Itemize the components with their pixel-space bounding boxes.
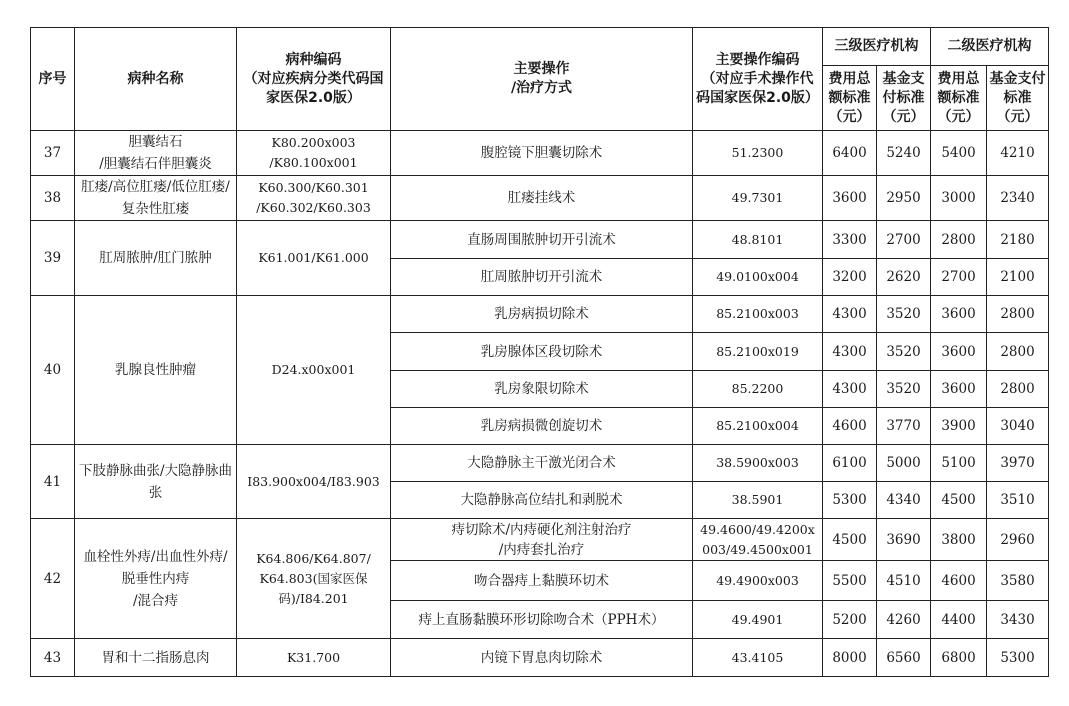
cell-tier2-fund: 2800 — [987, 333, 1049, 371]
header-tier2: 二级医疗机构 — [931, 28, 1049, 66]
header-tier3: 三级医疗机构 — [823, 28, 931, 66]
cell-operation: 肛周脓肿切开引流术 — [391, 259, 693, 296]
cell-disease-name: 下肢静脉曲张/大隐静脉曲张 — [75, 445, 237, 519]
cell-tier3-total: 8000 — [823, 639, 877, 677]
cell-op-code: 85.2100x004 — [693, 408, 823, 445]
cell-tier2-total: 2800 — [931, 221, 987, 259]
header-tier3-fund: 基金支付标准（元） — [877, 66, 931, 131]
cell-seq: 37 — [31, 131, 75, 176]
cell-tier3-fund: 5240 — [877, 131, 931, 176]
cell-tier2-fund: 2340 — [987, 176, 1049, 221]
cell-tier2-fund: 2800 — [987, 296, 1049, 333]
table-row — [31, 176, 1049, 221]
cell-op-code: 51.2300 — [693, 131, 823, 176]
cell-op-code: 49.7301 — [693, 176, 823, 221]
cell-op-code: 49.4600/49.4200x 003/49.4500x001 — [693, 519, 823, 561]
cell-operation: 大隐静脉高位结扎和剥脱术 — [391, 482, 693, 519]
table-row — [31, 221, 1049, 259]
cell-operation: 乳房病损微创旋切术 — [391, 408, 693, 445]
cell-disease-name: 肛周脓肿/肛门脓肿 — [75, 221, 237, 296]
cell-operation: 乳房象限切除术 — [391, 371, 693, 408]
header-tier2-total: 费用总额标准（元） — [931, 66, 987, 131]
cell-tier3-total: 4600 — [823, 408, 877, 445]
cell-tier3-fund: 2700 — [877, 221, 931, 259]
cell-disease-name: 胃和十二指肠息肉 — [75, 639, 237, 677]
cell-seq: 39 — [31, 221, 75, 296]
cell-tier3-fund: 5000 — [877, 445, 931, 482]
cell-tier3-fund: 4260 — [877, 601, 931, 639]
cell-tier2-total: 3600 — [931, 333, 987, 371]
cell-tier2-total: 2700 — [931, 259, 987, 296]
cell-tier3-fund: 4340 — [877, 482, 931, 519]
cell-tier2-fund: 2180 — [987, 221, 1049, 259]
cell-tier2-total: 3600 — [931, 296, 987, 333]
cell-seq: 41 — [31, 445, 75, 519]
cell-op-code: 49.4900x003 — [693, 561, 823, 601]
cell-operation: 内镜下胃息肉切除术 — [391, 639, 693, 677]
fee-standard-table — [30, 27, 1049, 677]
cell-tier2-fund: 5300 — [987, 639, 1049, 677]
header-disease-name: 病种名称 — [75, 28, 237, 131]
cell-tier2-total: 4500 — [931, 482, 987, 519]
cell-seq: 43 — [31, 639, 75, 677]
cell-disease-code: K61.001/K61.000 — [237, 221, 391, 296]
cell-disease-name: 乳腺良性肿瘤 — [75, 296, 237, 445]
cell-operation: 大隐静脉主干激光闭合术 — [391, 445, 693, 482]
cell-tier3-fund: 3520 — [877, 296, 931, 333]
cell-tier3-fund: 6560 — [877, 639, 931, 677]
table-row — [31, 445, 1049, 482]
cell-tier2-fund: 3970 — [987, 445, 1049, 482]
cell-op-code: 85.2200 — [693, 371, 823, 408]
cell-tier3-fund: 3520 — [877, 333, 931, 371]
cell-tier3-fund: 2620 — [877, 259, 931, 296]
table-body — [31, 131, 1049, 677]
cell-tier2-fund: 4210 — [987, 131, 1049, 176]
cell-disease-code: K64.806/K64.807/ K64.803(国家医保码)/I84.201 — [237, 519, 391, 639]
header-tier2-fund: 基金支付标准（元） — [987, 66, 1049, 131]
cell-disease-name: 肛瘘/高位肛瘘/低位肛瘘/复杂性肛瘘 — [75, 176, 237, 221]
header-tier3-total: 费用总额标准（元） — [823, 66, 877, 131]
table-row — [31, 296, 1049, 333]
cell-disease-name: 血栓性外痔/出血性外痔/脱垂性内痔 /混合痔 — [75, 519, 237, 639]
cell-tier3-total: 3600 — [823, 176, 877, 221]
cell-tier2-fund: 3510 — [987, 482, 1049, 519]
cell-op-code: 43.4105 — [693, 639, 823, 677]
cell-tier2-fund: 2960 — [987, 519, 1049, 561]
table-row — [31, 131, 1049, 176]
cell-tier3-fund: 3690 — [877, 519, 931, 561]
cell-op-code: 85.2100x003 — [693, 296, 823, 333]
cell-seq: 42 — [31, 519, 75, 639]
cell-operation: 乳房病损切除术 — [391, 296, 693, 333]
cell-tier2-total: 4600 — [931, 561, 987, 601]
cell-op-code: 49.4901 — [693, 601, 823, 639]
cell-tier2-fund: 2100 — [987, 259, 1049, 296]
cell-op-code: 85.2100x019 — [693, 333, 823, 371]
cell-operation: 痔切除术/内痔硬化剂注射治疗 /内痔套扎治疗 — [391, 519, 693, 561]
cell-tier3-total: 4300 — [823, 371, 877, 408]
cell-seq: 40 — [31, 296, 75, 445]
cell-tier3-fund: 3520 — [877, 371, 931, 408]
cell-tier3-fund: 2950 — [877, 176, 931, 221]
cell-tier3-total: 5500 — [823, 561, 877, 601]
cell-tier3-total: 6100 — [823, 445, 877, 482]
cell-operation: 乳房腺体区段切除术 — [391, 333, 693, 371]
cell-op-code: 48.8101 — [693, 221, 823, 259]
cell-operation: 痔上直肠黏膜环形切除吻合术（PPH术） — [391, 601, 693, 639]
cell-tier2-fund: 2800 — [987, 371, 1049, 408]
cell-tier2-total: 3600 — [931, 371, 987, 408]
cell-tier3-total: 6400 — [823, 131, 877, 176]
table-row — [31, 519, 1049, 561]
cell-disease-code: K60.300/K60.301 /K60.302/K60.303 — [237, 176, 391, 221]
table-row — [31, 639, 1049, 677]
cell-tier3-total: 4300 — [823, 333, 877, 371]
header-op-code: 主要操作编码 （对应手术操作代码国家医保2.0版） — [693, 28, 823, 131]
header-seq: 序号 — [31, 28, 75, 131]
cell-operation: 吻合器痔上黏膜环切术 — [391, 561, 693, 601]
cell-tier2-total: 3800 — [931, 519, 987, 561]
table-header — [31, 28, 1049, 131]
cell-operation: 直肠周围脓肿切开引流术 — [391, 221, 693, 259]
cell-op-code: 38.5901 — [693, 482, 823, 519]
cell-operation: 腹腔镜下胆囊切除术 — [391, 131, 693, 176]
cell-tier3-total: 4300 — [823, 296, 877, 333]
cell-seq: 38 — [31, 176, 75, 221]
cell-tier3-fund: 4510 — [877, 561, 931, 601]
cell-tier3-total: 5300 — [823, 482, 877, 519]
cell-disease-code: I83.900x004/I83.903 — [237, 445, 391, 519]
cell-tier2-fund: 3040 — [987, 408, 1049, 445]
cell-disease-code: D24.x00x001 — [237, 296, 391, 445]
cell-tier3-total: 5200 — [823, 601, 877, 639]
header-disease-code: 病种编码 （对应疾病分类代码国家医保2.0版） — [237, 28, 391, 131]
cell-tier2-total: 3000 — [931, 176, 987, 221]
cell-disease-code: K31.700 — [237, 639, 391, 677]
cell-tier2-total: 3900 — [931, 408, 987, 445]
cell-tier2-total: 6800 — [931, 639, 987, 677]
cell-tier2-total: 4400 — [931, 601, 987, 639]
cell-op-code: 38.5900x003 — [693, 445, 823, 482]
cell-operation: 肛瘘挂线术 — [391, 176, 693, 221]
cell-tier2-fund: 3580 — [987, 561, 1049, 601]
cell-disease-name: 胆囊结石 /胆囊结石伴胆囊炎 — [75, 131, 237, 176]
cell-op-code: 49.0100x004 — [693, 259, 823, 296]
cell-tier3-fund: 3770 — [877, 408, 931, 445]
cell-tier3-total: 3300 — [823, 221, 877, 259]
cell-disease-code: K80.200x003 /K80.100x001 — [237, 131, 391, 176]
cell-tier3-total: 4500 — [823, 519, 877, 561]
cell-tier2-total: 5400 — [931, 131, 987, 176]
header-operation: 主要操作 /治疗方式 — [391, 28, 693, 131]
cell-tier3-total: 3200 — [823, 259, 877, 296]
cell-tier2-total: 5100 — [931, 445, 987, 482]
cell-tier2-fund: 3430 — [987, 601, 1049, 639]
